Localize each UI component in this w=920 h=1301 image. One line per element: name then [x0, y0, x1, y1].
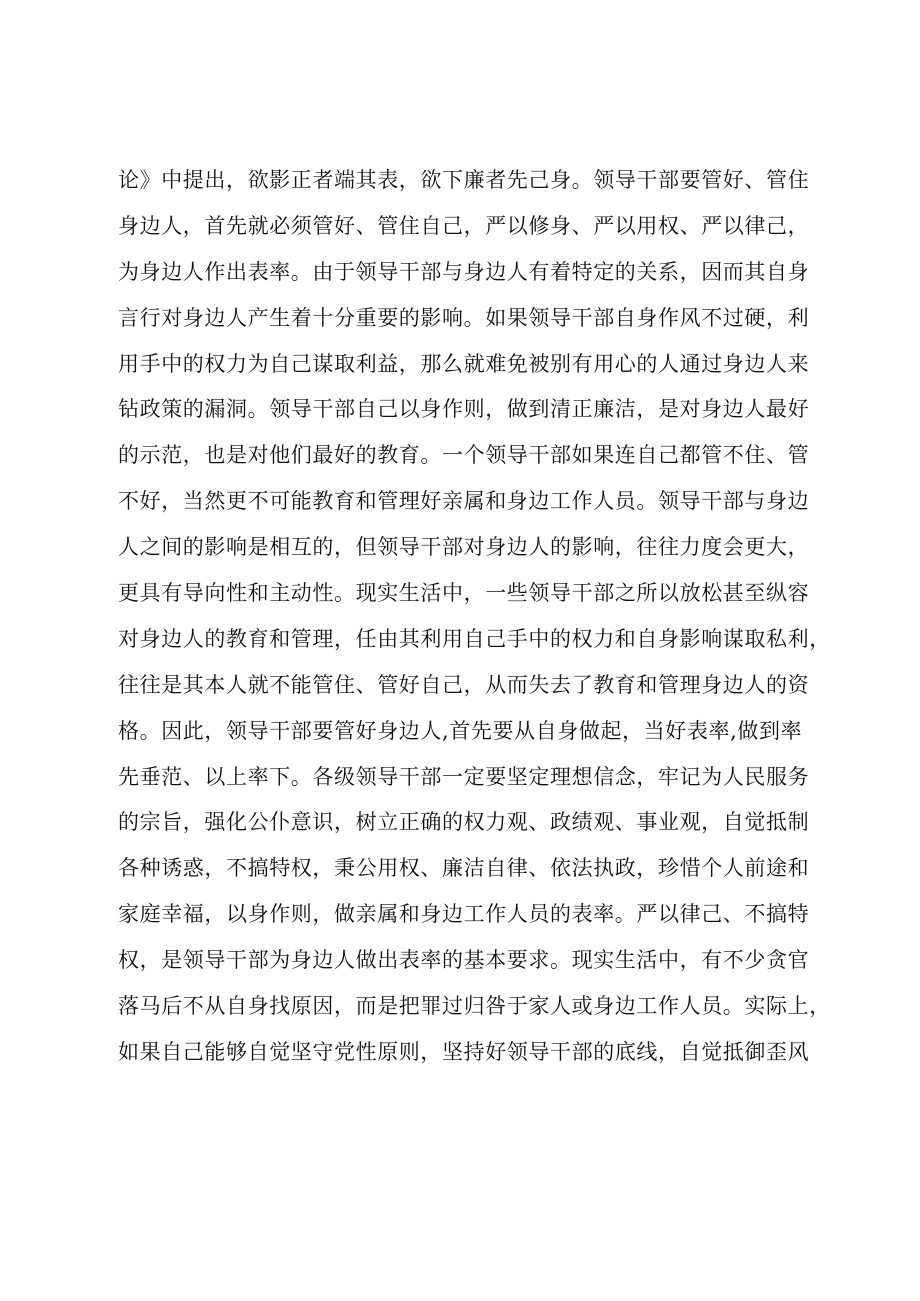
text-line: 言行对身边人产生着十分重要的影响。如果领导干部自身作风不过硬，利: [118, 305, 810, 330]
text-line: 人之间的影响是相互的，但领导干部对身边人的影响，往往力度会更大，: [118, 535, 810, 560]
text-line: 往往是其本人就不能管住、管好自己，从而失去了教育和管理身边人的资: [118, 672, 810, 697]
text-line: 的宗旨，强化公仆意识，树立正确的权力观、政绩观、事业观，自觉抵制: [118, 810, 810, 835]
text-line: 论》中提出，欲影正者端其表，欲下廉者先己身。领导干部要管好、管住: [118, 168, 810, 192]
text-line: 不好，当然更不可能教育和管理好亲属和身边工作人员。领导干部与身边: [118, 489, 810, 514]
text-line: 对身边人的教育和管理，任由其利用自己手中的权力和自身影响谋取私利，: [118, 626, 831, 651]
text-line: 身边人，首先就必须管好、管住自己，严以修身、严以用权、严以律己，: [118, 213, 810, 238]
body-text: [118, 158, 831, 1076]
text-line: 各种诱惑，不搞特权，秉公用权、廉洁自律、依法执政，珍惜个人前途和: [118, 856, 810, 881]
text-line: 的示范，也是对他们最好的教育。一个领导干部如果连自己都管不住、管: [118, 443, 810, 468]
text-line: 更具有导向性和主动性。现实生活中，一些领导干部之所以放松甚至纵容: [118, 581, 810, 606]
text-line: 为身边人作出表率。由于领导干部与身边人有着特定的关系，因而其自身: [118, 259, 810, 284]
text-line: 格。因此，领导干部要管好身边人,首先要从自身做起，当好表率,做到率: [118, 718, 803, 743]
text-line: 权，是领导干部为身边人做出表率的基本要求。现实生活中，有不少贪官: [118, 948, 810, 973]
text-line: 落马后不从自身找原因，而是把罪过归咎于家人或身边工作人员。实际上，: [118, 994, 831, 1019]
text-line: 钻政策的漏洞。领导干部自己以身作则，做到清正廉洁，是对身边人最好: [118, 397, 810, 422]
text-line: 如果自己能够自觉坚守党性原则，坚持好领导干部的底线，自觉抵御歪风: [118, 1039, 810, 1064]
text-line: 先垂范、以上率下。各级领导干部一定要坚定理想信念，牢记为人民服务: [118, 764, 810, 789]
text-line: 用手中的权力为自己谋取利益，那么就难免被别有用心的人通过身边人来: [118, 351, 810, 376]
text-line: 家庭幸福，以身作则，做亲属和身边工作人员的表率。严以律己、不搞特: [118, 902, 810, 927]
